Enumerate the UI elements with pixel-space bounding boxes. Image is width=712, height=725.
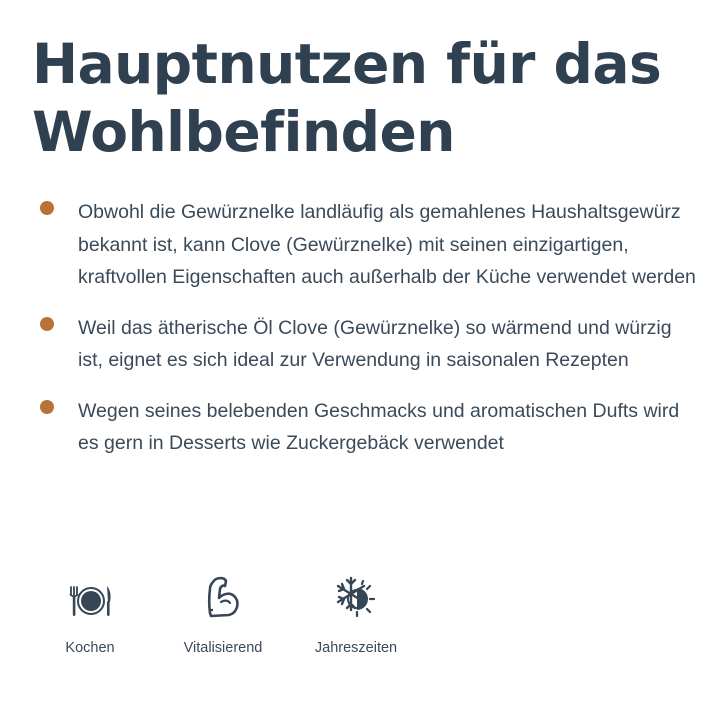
list-item <box>40 312 700 377</box>
list-item <box>40 196 700 294</box>
feature-seasons <box>296 572 416 656</box>
bullet-dot <box>40 201 54 215</box>
flexed-arm-icon <box>200 572 246 622</box>
benefit-text: Wegen seines belebenden Geschmacks und aromatischen Dufts wird es gern in Desserts wie Zuckergebäck verwendet <box>78 399 680 454</box>
benefit-text: Obwohl die Gewürznelke landläufig als gemahlenes Haushaltsgewürz bekannt ist, kann Clove (Gewürznelke) mit seinen einzigartigen, kraftvollen Eigenschaften auch außerhalb der Küche verwendet werden <box>78 201 696 288</box>
plate-cutlery-icon <box>67 572 113 622</box>
feature-energizing <box>163 572 283 656</box>
bullet-dot <box>40 317 54 331</box>
feature-label: Jahreszeiten <box>314 640 398 656</box>
feature-cooking <box>30 572 150 656</box>
snowflake-sun-icon <box>333 572 379 622</box>
benefits-list <box>40 196 700 460</box>
list-item <box>40 395 700 460</box>
feature-label: Vitalisierend <box>183 640 263 656</box>
bullet-dot <box>40 400 54 414</box>
feature-icons <box>0 572 712 672</box>
benefit-text: Weil das ätherische Öl Clove (Gewürznelke) so wärmend und würzig ist, eignet es sich ideal zur Verwendung in saisonalen Rezepten <box>78 316 672 371</box>
feature-label: Kochen <box>65 640 115 656</box>
page-title: Hauptnutzen für das Wohlbefinden <box>32 32 662 164</box>
